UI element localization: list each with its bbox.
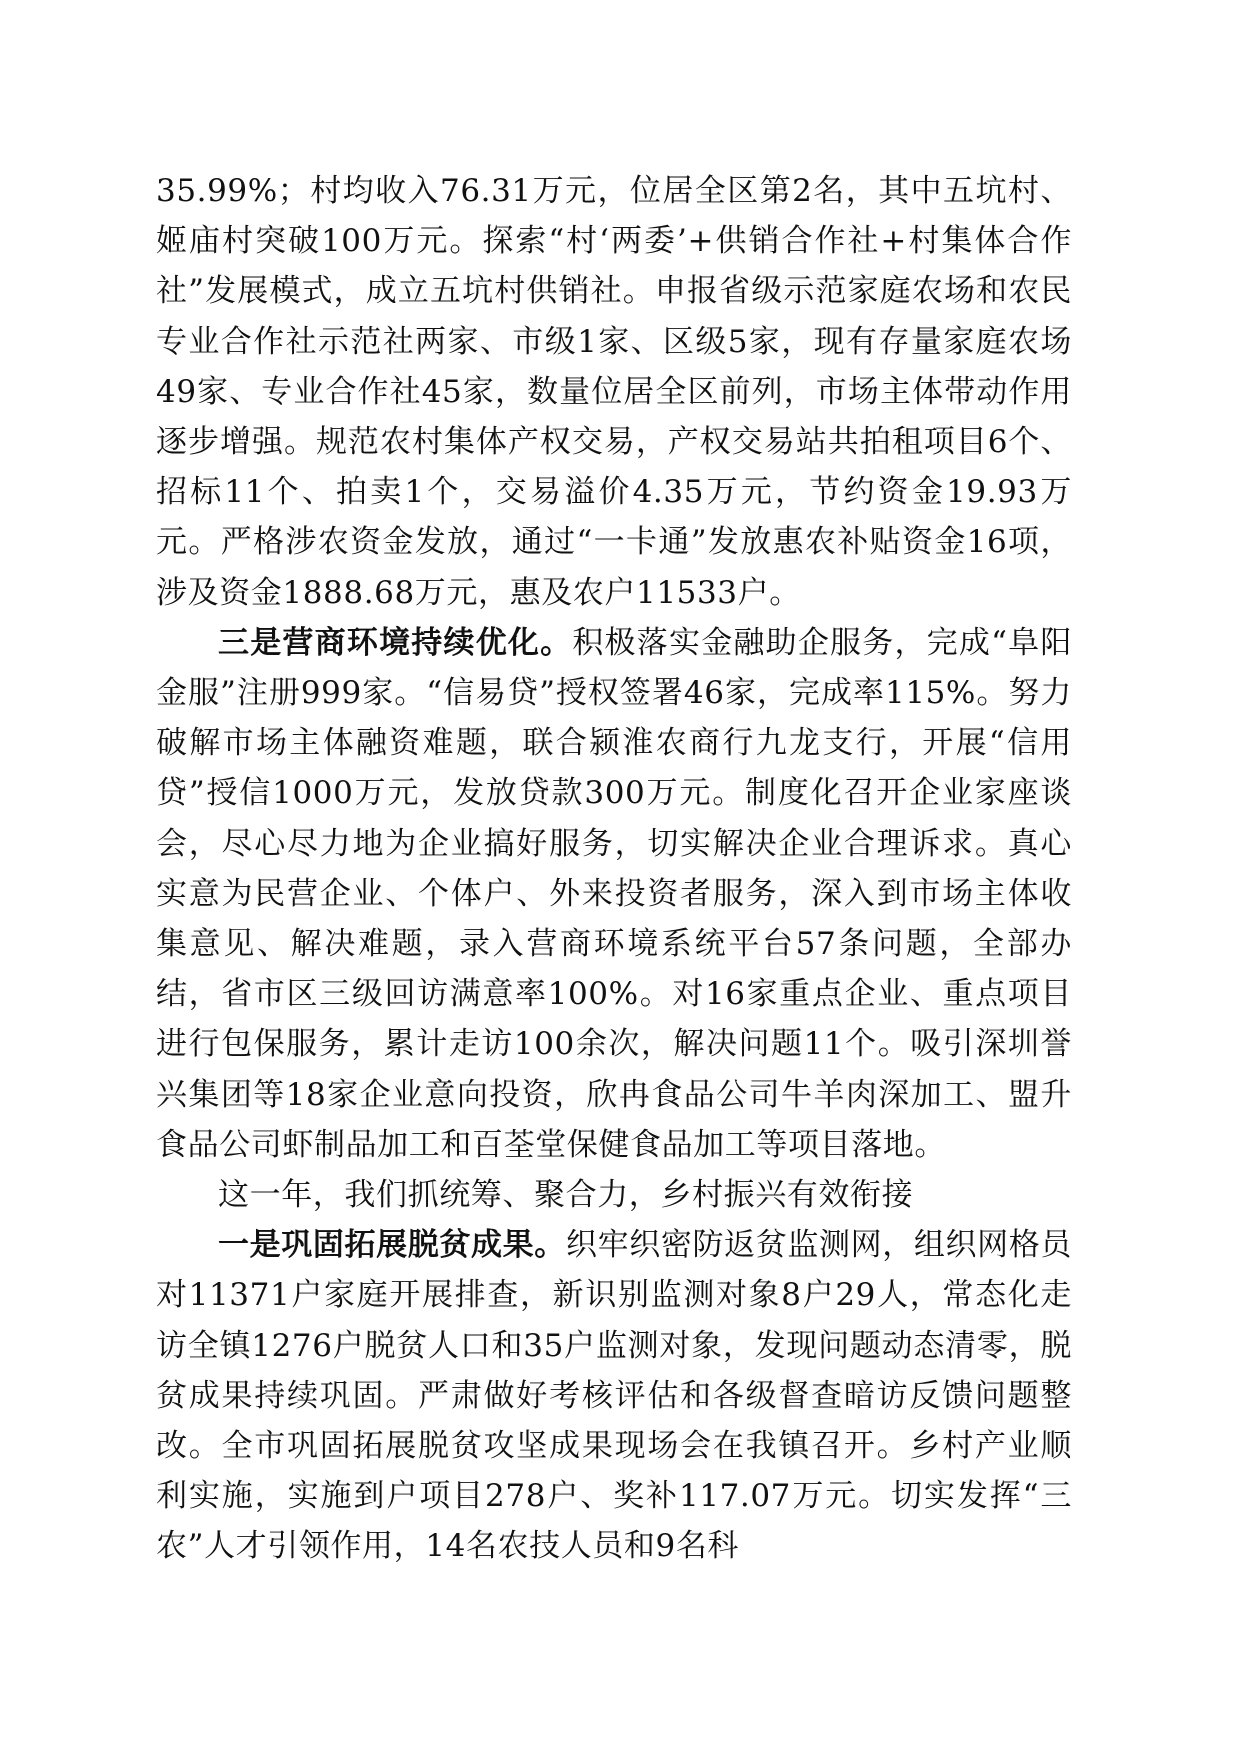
paragraph-lead-heading: 一是巩固拓展脱贫成果。 [218,1227,566,1264]
body-text [156,166,1072,1572]
paragraph-section-intro [156,1170,1072,1220]
paragraph-poverty-alleviation [156,1220,1072,1571]
paragraph-text: 35.99%；村均收入76.31万元，位居全区第2名，其中五坑村、姬庙村突破100万元。探索“村‘两委’+供销合作社+村集体合作社”发展模式，成立五坑村供销社。申报省级示范家庭农场和农民专业合作社示范社两家、市级1家、区级5家，现有存量家庭农场49家、专业合作社45家，数量位居全区前列，市场主体带动作用逐步增强。规范农村集体产权交易，产权交易站共拍租项目6个、招标11个、拍卖1个，交易溢价4.35万元，节约资金19.93万元。严格涉农资金发放，通过“一卡通”发放惠农补贴资金16项，涉及资金1888.68万元，惠及农户11533户。 [156,173,1072,611]
paragraph-text: 织牢织密防返贫监测网，组织网格员对11371户家庭开展排查，新识别监测对象8户29人，常态化走访全镇1276户脱贫人口和35户监测对象，发现问题动态清零，脱贫成果持续巩固。严肃做好考核评估和各级督查暗访反馈问题整改。全市巩固拓展脱贫攻坚成果现场会在我镇召开。乡村产业顺利实施，实施到户项目278户、奖补117.07万元。切实发挥“三农”人才引领作用，14名农技人员和9名科 [156,1227,1072,1565]
paragraph-text: 这一年，我们抓统筹、聚合力，乡村振兴有效衔接 [218,1177,914,1214]
paragraph-text: 积极落实金融助企服务，完成“阜阳金服”注册999家。“信易贷”授权签署46家，完成率115%。努力破解市场主体融资难题，联合颍淮农商行九龙支行，开展“信用贷”授信1000万元，发放贷款300万元。制度化召开企业家座谈会，尽心尽力地为企业搞好服务，切实解决企业合理诉求。真心实意为民营企业、个体户、外来投资者服务，深入到市场主体收集意见、解决难题，录入营商环境系统平台57条问题，全部办结，省市区三级回访满意率100%。对16家重点企业、重点项目进行包保服务，累计走访100余次，解决问题11个。吸引深圳誉兴集团等18家企业意向投资，欣冉食品公司牛羊肉深加工、盟升食品公司虾制品加工和百荃堂保健食品加工等项目落地。 [156,624,1072,1163]
paragraph-business-environment [156,618,1072,1170]
paragraph-rural-income [156,166,1072,618]
paragraph-lead-heading: 三是营商环境持续优化。 [218,624,573,661]
